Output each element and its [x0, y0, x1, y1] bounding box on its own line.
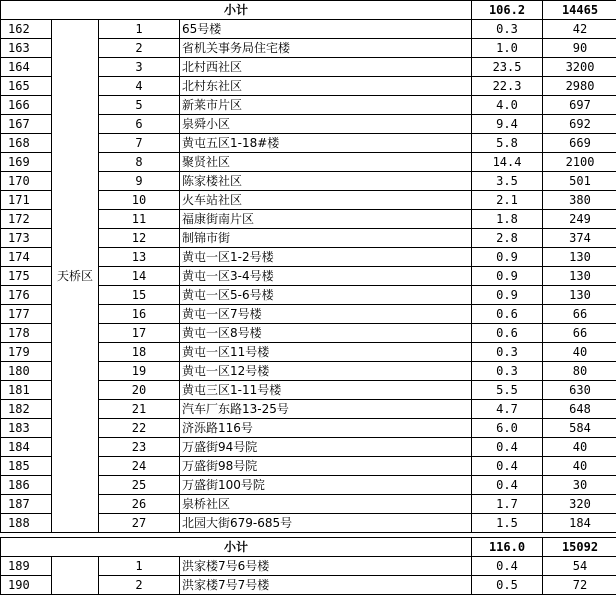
subtotal-row	[1, 1, 616, 20]
area-value: 0.6	[472, 324, 543, 343]
row-number: 23	[99, 438, 180, 457]
row-number: 20	[99, 381, 180, 400]
row-number: 12	[99, 229, 180, 248]
subtotal-count: 14465	[543, 1, 616, 20]
household-count: 692	[543, 115, 616, 134]
row-index: 169	[1, 153, 52, 172]
household-count: 130	[543, 248, 616, 267]
household-count: 130	[543, 286, 616, 305]
community-name: 黄屯五区1-18#楼	[180, 134, 472, 153]
row-index: 163	[1, 39, 52, 58]
subtotal-row	[1, 538, 616, 557]
area-value: 1.5	[472, 514, 543, 533]
area-value: 4.0	[472, 96, 543, 115]
area-value: 0.4	[472, 557, 543, 576]
row-index: 180	[1, 362, 52, 381]
community-name: 省机关事务局住宅楼	[180, 39, 472, 58]
table-row	[1, 20, 616, 39]
row-index: 170	[1, 172, 52, 191]
row-index: 172	[1, 210, 52, 229]
area-value: 14.4	[472, 153, 543, 172]
row-number: 26	[99, 495, 180, 514]
area-value: 22.3	[472, 77, 543, 96]
area-value: 5.5	[472, 381, 543, 400]
community-name: 北园大街679-685号	[180, 514, 472, 533]
household-count: 648	[543, 400, 616, 419]
community-name: 黄屯一区7号楼	[180, 305, 472, 324]
row-number: 5	[99, 96, 180, 115]
row-index: 174	[1, 248, 52, 267]
row-number: 13	[99, 248, 180, 267]
community-name: 济泺路116号	[180, 419, 472, 438]
area-value: 5.8	[472, 134, 543, 153]
area-value: 0.4	[472, 457, 543, 476]
household-count: 66	[543, 305, 616, 324]
household-count: 72	[543, 576, 616, 595]
household-count: 584	[543, 419, 616, 438]
household-count: 30	[543, 476, 616, 495]
row-number: 16	[99, 305, 180, 324]
area-value: 23.5	[472, 58, 543, 77]
row-index: 171	[1, 191, 52, 210]
household-count: 2100	[543, 153, 616, 172]
row-index: 186	[1, 476, 52, 495]
row-number: 22	[99, 419, 180, 438]
area-value: 0.9	[472, 267, 543, 286]
row-index: 179	[1, 343, 52, 362]
subtotal-label: 小计	[1, 1, 472, 20]
area-value: 3.5	[472, 172, 543, 191]
area-value: 9.4	[472, 115, 543, 134]
row-number: 19	[99, 362, 180, 381]
row-index: 166	[1, 96, 52, 115]
community-name: 黄屯一区3-4号楼	[180, 267, 472, 286]
community-name: 陈家楼社区	[180, 172, 472, 191]
row-number: 3	[99, 58, 180, 77]
community-name: 黄屯一区11号楼	[180, 343, 472, 362]
subtotal-label: 小计	[1, 538, 472, 557]
area-value: 0.4	[472, 438, 543, 457]
row-number: 2	[99, 576, 180, 595]
household-count: 66	[543, 324, 616, 343]
row-number: 11	[99, 210, 180, 229]
community-name: 万盛街98号院	[180, 457, 472, 476]
community-name: 黄屯一区1-2号楼	[180, 248, 472, 267]
row-index: 190	[1, 576, 52, 595]
row-index: 165	[1, 77, 52, 96]
community-name: 火车站社区	[180, 191, 472, 210]
area-value: 0.3	[472, 20, 543, 39]
household-count: 90	[543, 39, 616, 58]
row-number: 4	[99, 77, 180, 96]
row-number: 6	[99, 115, 180, 134]
community-name: 汽车厂东路13-25号	[180, 400, 472, 419]
row-index: 182	[1, 400, 52, 419]
area-value: 4.7	[472, 400, 543, 419]
community-name: 制锦市街	[180, 229, 472, 248]
household-count: 697	[543, 96, 616, 115]
community-name: 黄屯一区12号楼	[180, 362, 472, 381]
community-name: 福康街南片区	[180, 210, 472, 229]
household-count: 320	[543, 495, 616, 514]
subtotal-count: 15092	[543, 538, 616, 557]
subtotal-area: 116.0	[472, 538, 543, 557]
area-value: 0.5	[472, 576, 543, 595]
community-name: 黄屯一区8号楼	[180, 324, 472, 343]
area-value: 1.8	[472, 210, 543, 229]
row-number: 10	[99, 191, 180, 210]
household-count: 3200	[543, 58, 616, 77]
household-count: 374	[543, 229, 616, 248]
household-count: 249	[543, 210, 616, 229]
area-value: 2.1	[472, 191, 543, 210]
household-count: 54	[543, 557, 616, 576]
area-value: 0.6	[472, 305, 543, 324]
household-count: 80	[543, 362, 616, 381]
household-count: 40	[543, 438, 616, 457]
row-index: 167	[1, 115, 52, 134]
row-number: 1	[99, 20, 180, 39]
household-count: 630	[543, 381, 616, 400]
area-value: 0.3	[472, 343, 543, 362]
row-index: 168	[1, 134, 52, 153]
district-name	[52, 557, 99, 595]
community-name: 新莱市片区	[180, 96, 472, 115]
household-count: 380	[543, 191, 616, 210]
community-name: 65号楼	[180, 20, 472, 39]
row-number: 15	[99, 286, 180, 305]
household-count: 501	[543, 172, 616, 191]
community-name: 北村西社区	[180, 58, 472, 77]
district-name: 天桥区	[52, 20, 99, 533]
row-index: 181	[1, 381, 52, 400]
household-count: 184	[543, 514, 616, 533]
household-count: 40	[543, 457, 616, 476]
community-name: 泉舜小区	[180, 115, 472, 134]
row-index: 173	[1, 229, 52, 248]
community-name: 洪家楼7号7号楼	[180, 576, 472, 595]
community-name: 泉桥社区	[180, 495, 472, 514]
row-index: 164	[1, 58, 52, 77]
row-number: 2	[99, 39, 180, 58]
row-index: 185	[1, 457, 52, 476]
community-name: 黄屯三区1-11号楼	[180, 381, 472, 400]
table-row	[1, 557, 616, 576]
row-index: 177	[1, 305, 52, 324]
row-number: 8	[99, 153, 180, 172]
row-number: 1	[99, 557, 180, 576]
row-index: 183	[1, 419, 52, 438]
area-value: 1.0	[472, 39, 543, 58]
area-value: 2.8	[472, 229, 543, 248]
row-number: 21	[99, 400, 180, 419]
community-name: 北村东社区	[180, 77, 472, 96]
area-value: 0.3	[472, 362, 543, 381]
row-number: 14	[99, 267, 180, 286]
row-number: 18	[99, 343, 180, 362]
row-number: 27	[99, 514, 180, 533]
row-number: 17	[99, 324, 180, 343]
community-name: 洪家楼7号6号楼	[180, 557, 472, 576]
community-name: 万盛街94号院	[180, 438, 472, 457]
community-name: 聚贤社区	[180, 153, 472, 172]
row-number: 7	[99, 134, 180, 153]
area-value: 0.4	[472, 476, 543, 495]
row-number: 9	[99, 172, 180, 191]
row-number: 25	[99, 476, 180, 495]
community-name: 黄屯一区5-6号楼	[180, 286, 472, 305]
row-index: 162	[1, 20, 52, 39]
area-value: 1.7	[472, 495, 543, 514]
row-index: 184	[1, 438, 52, 457]
area-value: 0.9	[472, 286, 543, 305]
row-index: 189	[1, 557, 52, 576]
household-count: 669	[543, 134, 616, 153]
row-index: 178	[1, 324, 52, 343]
area-value: 6.0	[472, 419, 543, 438]
row-index: 187	[1, 495, 52, 514]
household-count: 40	[543, 343, 616, 362]
row-index: 176	[1, 286, 52, 305]
community-name: 万盛街100号院	[180, 476, 472, 495]
row-index: 175	[1, 267, 52, 286]
household-count: 130	[543, 267, 616, 286]
row-index: 188	[1, 514, 52, 533]
household-count: 2980	[543, 77, 616, 96]
household-count: 42	[543, 20, 616, 39]
area-value: 0.9	[472, 248, 543, 267]
row-number: 24	[99, 457, 180, 476]
subtotal-area: 106.2	[472, 1, 543, 20]
